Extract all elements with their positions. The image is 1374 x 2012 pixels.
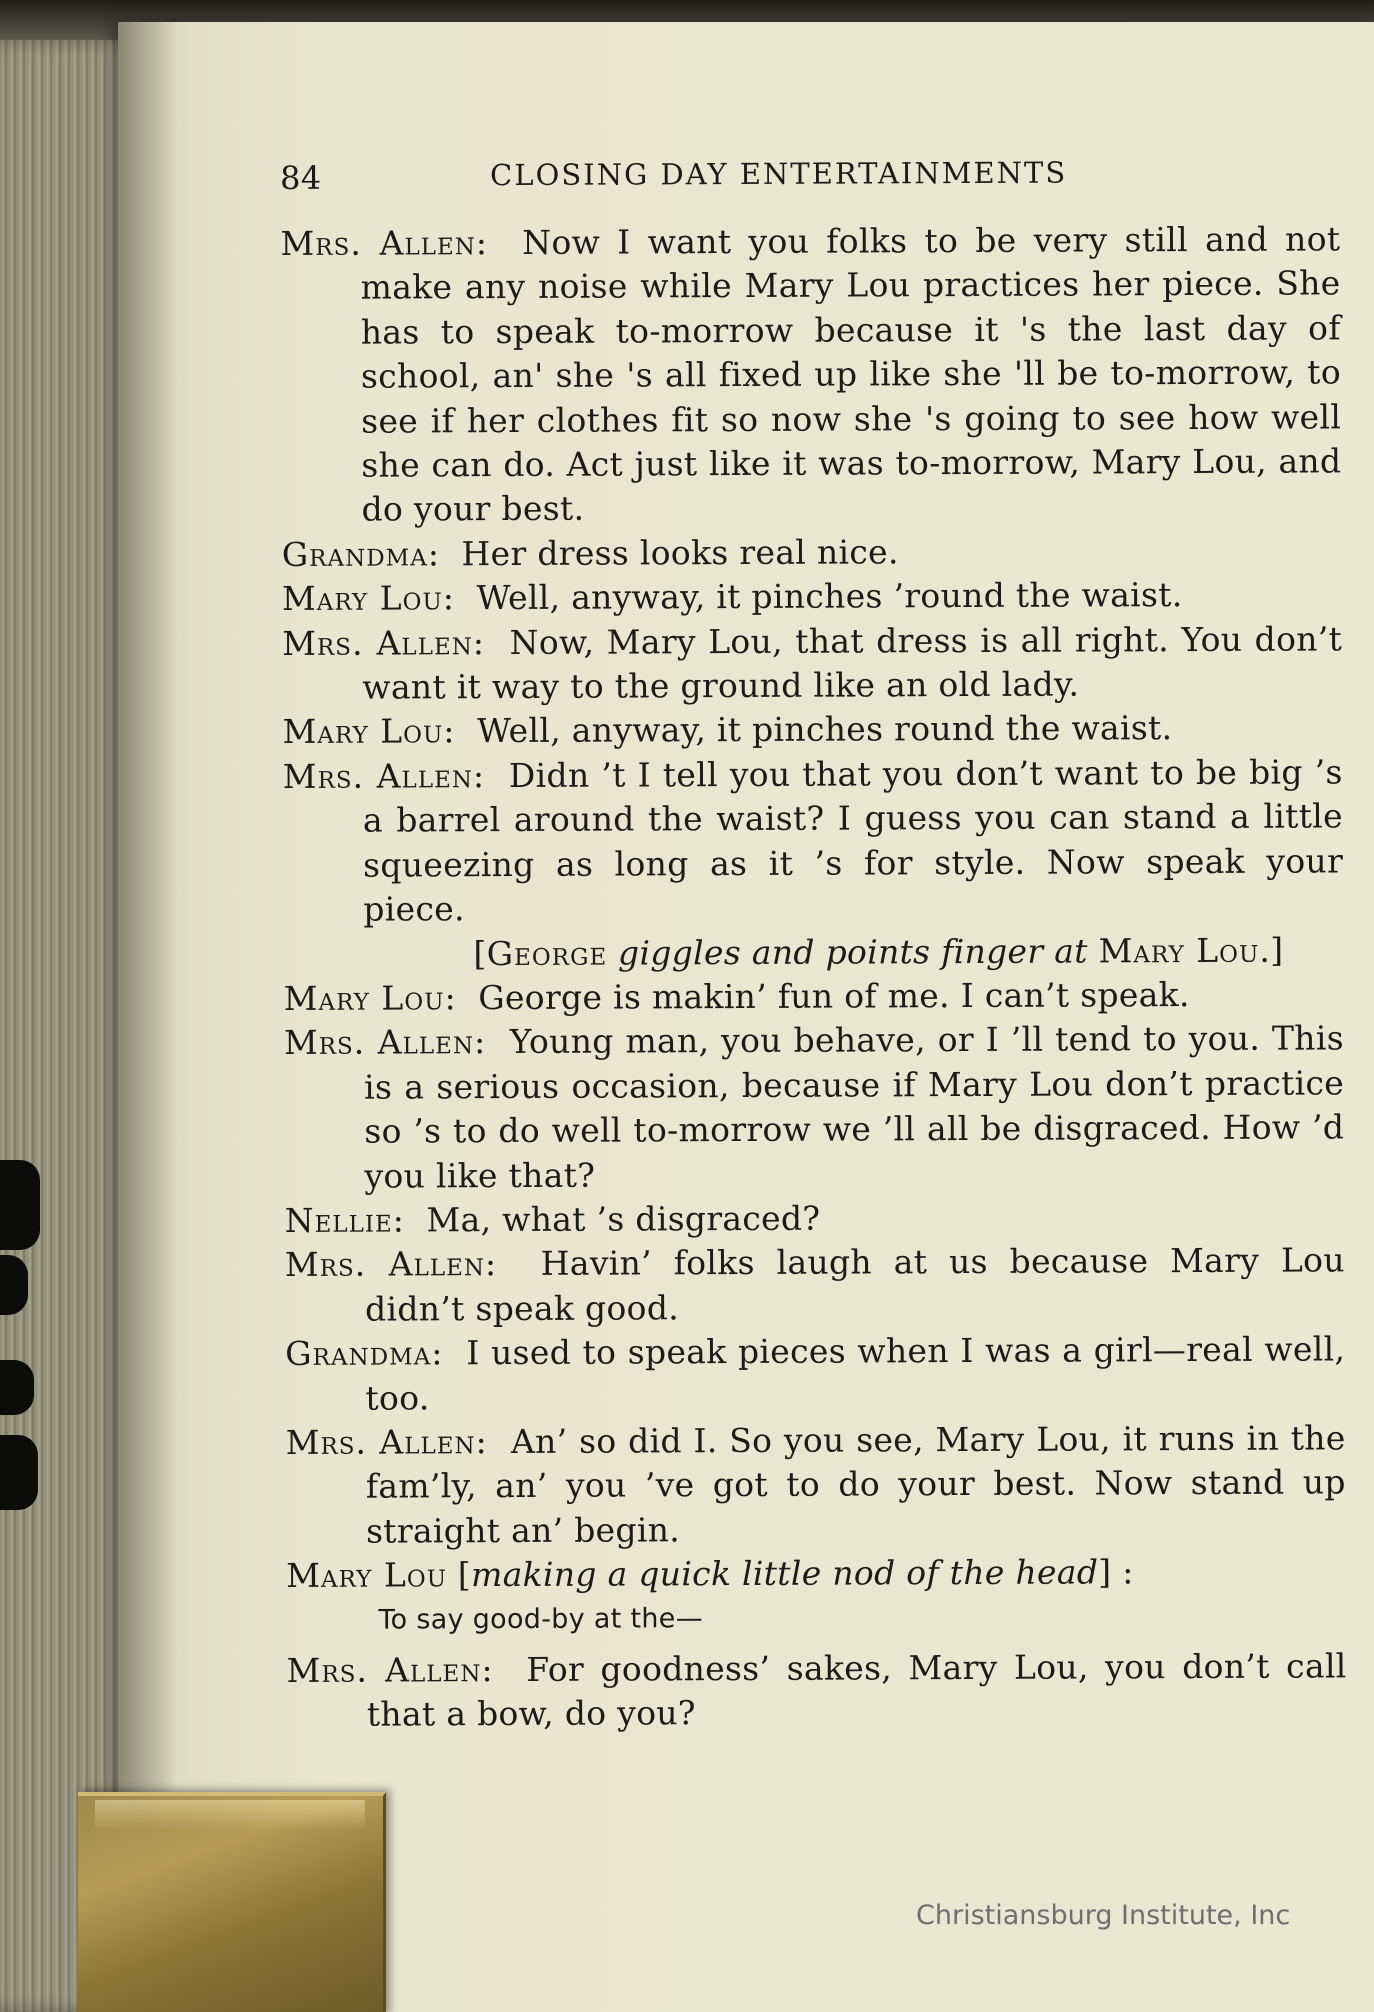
speech-text: I used to speak pieces when I was a girl—real well, too. [365, 1329, 1346, 1418]
dialogue-line [282, 528, 1342, 577]
speaker-name: Mrs. Allen: [280, 223, 489, 263]
watermark: Christiansburg Institute, Inc [916, 1900, 1291, 1931]
gutter-shadow [118, 22, 178, 2012]
page-tear [0, 1255, 28, 1315]
dialogue-line [285, 1328, 1345, 1421]
dialogue-line [280, 217, 1341, 532]
speech-text: Young man, you behave, or I ’ll tend to you. This is a serious occasion, because if Mary Lou don’t practice so ’s to do well to-morrow we ’ll all be disgraced. How ’d you like that? [364, 1018, 1345, 1196]
speech-text: Her dress looks real nice. [461, 532, 899, 574]
stage-direction [283, 928, 1343, 977]
page-tear [0, 1435, 38, 1510]
speech-text: For goodness’ sakes, Mary Lou, you don’t call that a bow, do you? [366, 1646, 1347, 1735]
bracket: ] : [1098, 1552, 1134, 1592]
bracket: .] [1259, 930, 1284, 970]
dialogue-line [285, 1239, 1345, 1332]
stage-action: giggles and points finger at [617, 930, 1088, 973]
speech-text: Well, anyway, it pinches ’round the waist. [476, 575, 1183, 618]
speaker-name: Mrs. Allen: [282, 622, 486, 663]
recitation-cue [286, 1550, 1346, 1599]
speaker-name: Grandma: [281, 534, 440, 574]
stage-name: Mary Lou [1098, 930, 1260, 970]
clip-highlight [95, 1800, 365, 1830]
speaker-name: Grandma: [285, 1333, 444, 1374]
speaker-name: Mrs. Allen: [286, 1650, 494, 1690]
speaker-name: Mrs. Allen: [284, 1244, 498, 1285]
speech-text: Now I want you folks to be very still and not make any noise while Mary Lou practices her piece. She has to speak to-morrow because it 's the last day of school, an' she 's all fixed up like she 'll be to-morrow, to see if her clothes fit so now she 's going to see how well she can do. Act just like it was to-morrow, Mary Lou, and do your best. [360, 219, 1342, 530]
dialogue-line [285, 1194, 1345, 1243]
speech-text: Ma, what ’s disgraced? [426, 1198, 821, 1240]
dialogue-line [287, 1644, 1347, 1737]
dialogue-line [283, 750, 1344, 932]
speaker-name: Mary Lou [286, 1555, 448, 1596]
speaker-name: Mrs. Allen: [283, 1022, 487, 1063]
dialogue-line [282, 706, 1342, 755]
page-text [280, 145, 1347, 1737]
page-tear [0, 1160, 40, 1250]
speech-text: Didn ’t I tell you that you don’t want to be big ’s a barrel around the waist? I guess you can stand a little squeezing as long as it ’s for style. Now speak your piece. [362, 752, 1344, 929]
stage-name: George [486, 933, 608, 973]
speaker-name: Mrs. Allen: [282, 755, 486, 796]
dialogue-line [284, 1017, 1345, 1199]
speech-text: An’ so did I. So you see, Mary Lou, it runs in the fam’ly, an’ you ’ve got to do your best. Now stand up straight an’ begin. [365, 1418, 1346, 1551]
dialogue-line [282, 617, 1342, 710]
dialogue-line [284, 972, 1344, 1021]
bracket: [ [457, 1555, 472, 1595]
speaker-name: Mary Lou: [281, 578, 456, 619]
page-tear [0, 1360, 34, 1415]
page-number: 84 [280, 158, 322, 197]
recitation-verse: To say good-by at the— [378, 1602, 704, 1636]
speaker-name: Mrs. Allen: [285, 1422, 488, 1462]
dialogue-line [286, 1416, 1347, 1554]
bracket: [ [473, 933, 487, 973]
speech-text: Well, anyway, it pinches round the waist. [477, 708, 1173, 751]
speech-text: George is makin’ fun of me. I can’t speak. [478, 974, 1190, 1018]
speaker-name: Mary Lou: [282, 711, 456, 752]
running-title: CLOSING DAY ENTERTAINMENTS [490, 155, 1068, 193]
running-head [280, 145, 1340, 197]
speaker-name: Mary Lou: [283, 978, 457, 1018]
speech-text: Now, Mary Lou, that dress is all right. You don’t want it way to the ground like an old lady. [362, 619, 1343, 707]
dialogue-line [282, 573, 1342, 622]
speaker-name: Nellie: [284, 1200, 405, 1240]
stage-action: making a quick little nod of the head [470, 1552, 1099, 1595]
speech-text: Havin’ folks laugh at us because Mary Lou didn’t speak good. [364, 1240, 1345, 1329]
